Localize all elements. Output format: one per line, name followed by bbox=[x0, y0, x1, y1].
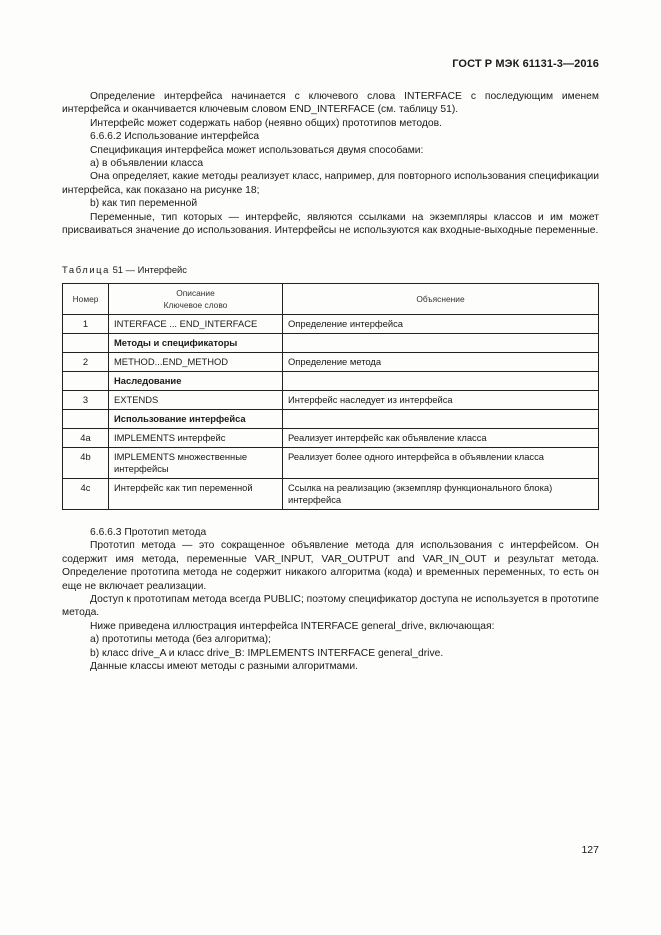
section-heading: 6.6.6.2 Использование интерфейса bbox=[90, 131, 260, 143]
table-row bbox=[63, 429, 599, 448]
row-keyword: Интерфейс как тип переменной bbox=[109, 479, 283, 510]
row-explanation: Ссылка на реализацию (экземпляр функционального блока) интерфейса bbox=[283, 479, 599, 510]
row-number bbox=[63, 410, 109, 429]
row-number: 4c bbox=[63, 479, 109, 510]
row-keyword: INTERFACE ... END_INTERFACE bbox=[109, 315, 283, 334]
row-number bbox=[63, 334, 109, 353]
row-explanation: Реализует более одного интерфейса в объявлении класса bbox=[283, 448, 599, 479]
row-explanation: Определение метода bbox=[283, 353, 599, 372]
header-description-line2: Ключевое слово bbox=[163, 300, 228, 310]
row-keyword: Использование интерфейса bbox=[109, 410, 283, 429]
table-row bbox=[63, 315, 599, 334]
list-item: a) прототипы метода (без алгоритма); bbox=[90, 634, 271, 646]
header-number: Номер bbox=[63, 284, 109, 315]
table-caption-title: 51 — Интерфейс bbox=[112, 264, 187, 275]
row-number: 2 bbox=[63, 353, 109, 372]
list-item: a) в объявлении класса bbox=[90, 158, 204, 170]
row-explanation: Интерфейс наследует из интерфейса bbox=[283, 391, 599, 410]
header-explanation: Объяснение bbox=[283, 284, 599, 315]
table-row bbox=[63, 479, 599, 510]
table-section-row bbox=[63, 410, 599, 429]
paragraph: Данные классы имеют методы с разными алгоритмами. bbox=[90, 661, 358, 673]
row-number bbox=[63, 372, 109, 391]
row-keyword: Наследование bbox=[109, 372, 283, 391]
page-number: 127 bbox=[581, 844, 599, 856]
paragraph: Доступ к прототипам метода всегда PUBLIC; поэтому спецификатор доступа не используется в прототипе метода. bbox=[62, 594, 599, 619]
row-explanation bbox=[283, 410, 599, 429]
row-explanation bbox=[283, 372, 599, 391]
header-description-line1: Описание bbox=[176, 288, 215, 298]
row-explanation: Определение интерфейса bbox=[283, 315, 599, 334]
method-prototype-text bbox=[62, 526, 599, 673]
table-caption-label: Таблица bbox=[62, 264, 110, 275]
paragraph: Она определяет, какие методы реализует класс, например, для повторного использования спецификации интерфейса, как показано на рисунке 18; bbox=[62, 171, 599, 196]
table-row bbox=[63, 448, 599, 479]
row-number: 4a bbox=[63, 429, 109, 448]
document-header: ГОСТ Р МЭК 61131-3—2016 bbox=[452, 58, 599, 70]
table-caption bbox=[62, 264, 187, 275]
row-explanation: Реализует интерфейс как объявление класса bbox=[283, 429, 599, 448]
list-item: b) как тип переменной bbox=[90, 198, 198, 210]
intro-text bbox=[62, 90, 599, 237]
table-row bbox=[63, 391, 599, 410]
table-header-row bbox=[63, 284, 599, 315]
row-number: 1 bbox=[63, 315, 109, 334]
row-explanation bbox=[283, 334, 599, 353]
row-keyword: EXTENDS bbox=[109, 391, 283, 410]
row-keyword: Методы и спецификаторы bbox=[109, 334, 283, 353]
paragraph: Спецификация интерфейса может использоваться двумя способами: bbox=[90, 144, 424, 156]
paragraph: Ниже приведена иллюстрация интерфейса INTERFACE general_drive, включающая: bbox=[90, 620, 495, 632]
row-number: 4b bbox=[63, 448, 109, 479]
table-section-row bbox=[63, 372, 599, 391]
paragraph: Прототип метода — это сокращенное объявление метода для использования с интерфейсом. Он содержит имя метода, переменные VAR_INPUT, VAR_OUTPUT and VAR_IN_OUT и результат метода. Определение прототипа метода не содержит никакого алгоритма (кода) и временных переменных, то есть он еще не включает реализации. bbox=[62, 540, 599, 592]
interface-table bbox=[62, 283, 599, 510]
table-section-row bbox=[63, 334, 599, 353]
row-number: 3 bbox=[63, 391, 109, 410]
list-item: b) класс drive_A и класс drive_B: IMPLEMENTS INTERFACE general_drive. bbox=[90, 647, 444, 659]
section-heading: 6.6.6.3 Прототип метода bbox=[90, 527, 207, 538]
row-keyword: IMPLEMENTS интерфейс bbox=[109, 429, 283, 448]
table-row bbox=[63, 353, 599, 372]
paragraph: Определение интерфейса начинается с ключевого слова INTERFACE с последующим именем интерфейса и оканчивается ключевым словом END_INTERFACE (см. таблицу 51). bbox=[62, 91, 599, 116]
row-keyword: METHOD...END_METHOD bbox=[109, 353, 283, 372]
paragraph: Переменные, тип которых — интерфейс, являются ссылками на экземпляры классов и им может присваиваться значение до использования. Интерфейсы не используются как входные-выходные переменные. bbox=[62, 211, 599, 237]
header-description bbox=[109, 284, 283, 315]
row-keyword: IMPLEMENTS множественные интерфейсы bbox=[109, 448, 283, 479]
paragraph: Интерфейс может содержать набор (неявно общих) прототипов методов. bbox=[90, 117, 442, 129]
